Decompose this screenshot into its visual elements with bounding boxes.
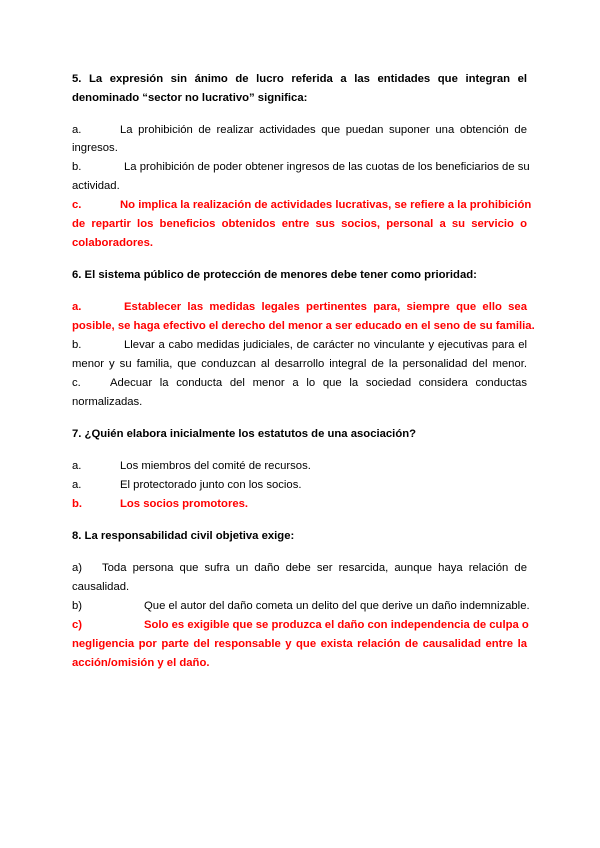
q5-option-b [72, 160, 530, 174]
q6-option-a [72, 300, 527, 314]
q8-option-a-text-2: causalidad. [72, 581, 130, 593]
q7-option-2 [72, 478, 527, 492]
q6-option-a-text-2: posible, se haga efectivo el derecho del menor a ser educado en el seno de su familia. [72, 320, 535, 332]
q7-option-1 [72, 459, 527, 473]
q8-option-c-text-1: Solo es exigible que se produzca el daño con independencia de culpa o [144, 619, 529, 631]
q5-option-c-label: c. [72, 199, 82, 211]
q5-option-a-label: a. [72, 124, 82, 136]
q8-option-b [72, 599, 530, 613]
q8-option-c-text-3: acción/omisión y el daño. [72, 657, 210, 669]
q6-option-a-label: a. [72, 301, 82, 313]
q5-option-a [72, 123, 527, 137]
q5-option-b-text-1: La prohibición de poder obtener ingresos de las cuotas de los beneficiarios de su [124, 161, 530, 173]
q6-option-a-text-1: Establecer las medidas legales pertinentes para, siempre que ello sea [124, 301, 527, 313]
q8-option-a-text-1: Toda persona que sufra un daño debe ser resarcida, aunque haya relación de [102, 562, 527, 574]
q8-option-c-text-2: negligencia por parte del responsable y que exista relación de causalidad entre la [72, 638, 527, 650]
q5-title-line2: denominado “sector no lucrativo” significa: [72, 92, 308, 104]
q7-option-3-text: Los socios promotores. [120, 498, 249, 510]
q5-option-b-text-2: actividad. [72, 180, 120, 192]
q6-option-c-text-2: normalizadas. [72, 396, 143, 408]
q8-option-c [72, 618, 527, 632]
q5-option-c-text-1: No implica la realización de actividades lucrativas, se refiere a la prohibición [120, 199, 532, 211]
q8-option-c-label: c) [72, 619, 83, 631]
q7-option-3-label: b. [72, 498, 83, 510]
q5-option-b-label: b. [72, 161, 82, 173]
q5-option-c-text-3: colaboradores. [72, 237, 153, 249]
q7-option-3 [72, 497, 527, 511]
q6-option-c [72, 376, 527, 390]
q5-option-c-text-2: de repartir los beneficios obtenidos entre sus socios, personal a su servicio o [72, 218, 527, 230]
q7-title: 7. ¿Quién elabora inicialmente los estatutos de una asociación? [72, 428, 417, 440]
q5-option-a-text-1: La prohibición de realizar actividades que puedan suponer una obtención de [120, 124, 527, 136]
q8-title: 8. La responsabilidad civil objetiva exige: [72, 530, 295, 542]
q5-option-c [72, 198, 532, 212]
q8-option-a [72, 561, 527, 575]
q8-option-b-text-1: Que el autor del daño cometa un delito del que derive un daño indemnizable. [144, 600, 530, 612]
q6-option-b-text-1: Llevar a cabo medidas judiciales, de carácter no vinculante y ejecutivas para el [124, 339, 527, 351]
q8-option-b-label: b) [72, 600, 83, 612]
q6-option-b-text-2: menor y su familia, que conduzcan al desarrollo integral de la personalidad del menor. [72, 358, 527, 370]
q6-option-c-label: c. [72, 377, 81, 389]
q5-title-line1: 5. La expresión sin ánimo de lucro referida a las entidades que integran el [72, 73, 527, 85]
q6-option-b-label: b. [72, 339, 82, 351]
q6-option-c-text-1: Adecuar la conducta del menor a lo que la sociedad considera conductas [110, 377, 527, 389]
q7-option-1-label: a. [72, 460, 82, 472]
q6-title: 6. El sistema público de protección de menores debe tener como prioridad: [72, 269, 477, 281]
q6-option-b [72, 338, 527, 352]
q7-option-1-text: Los miembros del comité de recursos. [120, 460, 311, 472]
q5-option-a-text-2: ingresos. [72, 142, 118, 154]
q7-option-2-text: El protectorado junto con los socios. [120, 479, 302, 491]
q7-option-2-label: a. [72, 479, 82, 491]
q8-option-a-label: a) [72, 562, 83, 574]
